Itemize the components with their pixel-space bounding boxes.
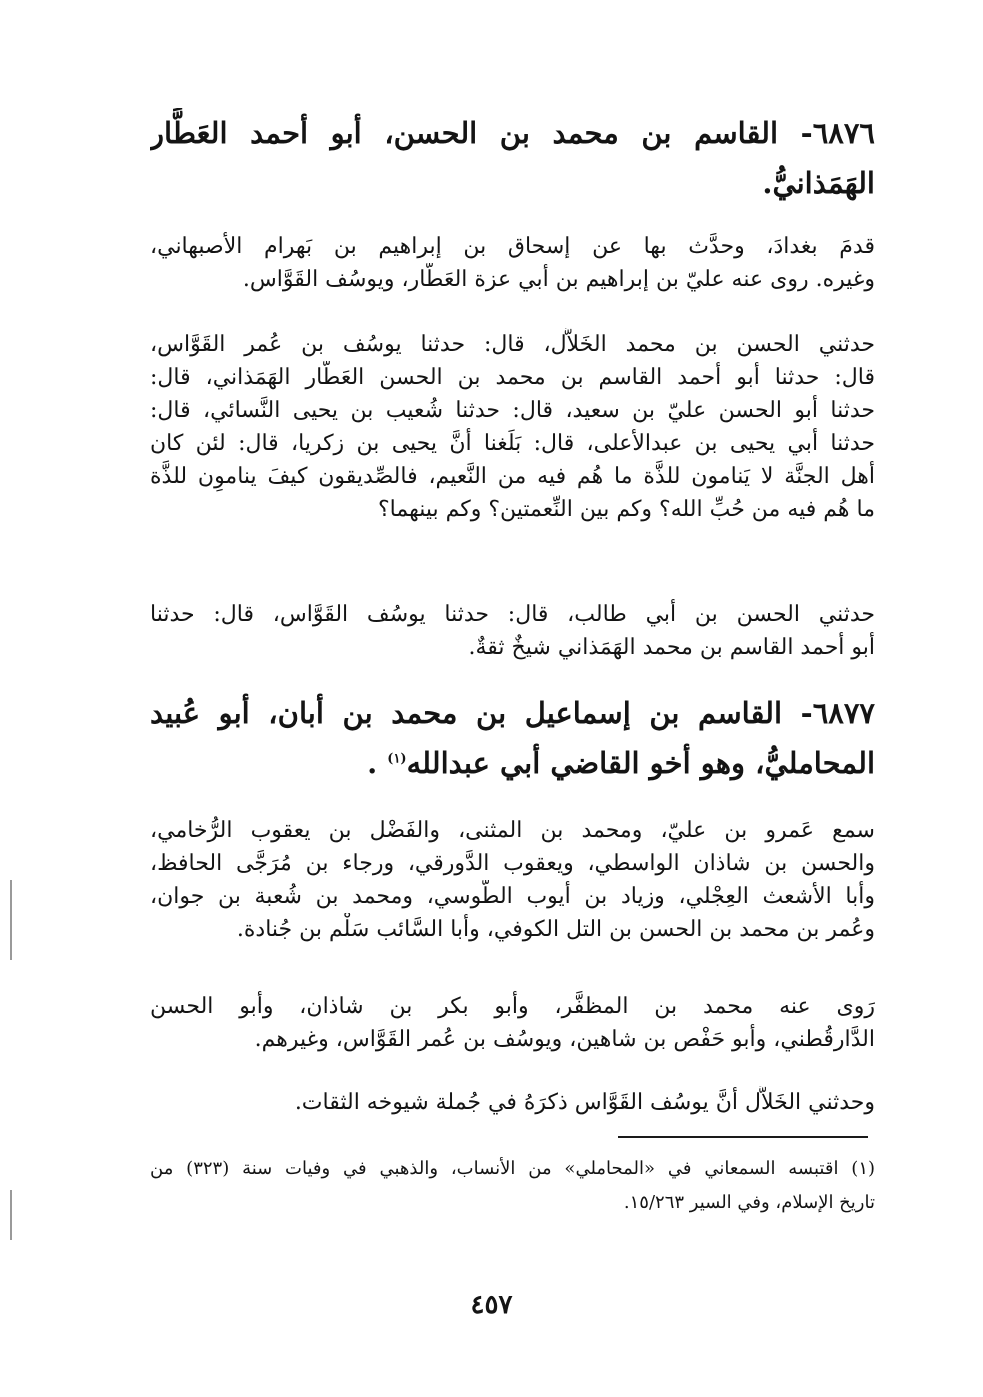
text-line: ما هُم فيه من حُبِّ الله؟ وكم بين النِّعمتين؟ وكم بينهما؟	[377, 497, 875, 522]
text-line: أهل الجنَّة لا يَنامون للذَّة ما هُم فيه من النَّعيم، فالصِّديقون كيفَ يناموِن للذَّة	[150, 464, 875, 489]
text-line: حدثنا أبو الحسن عليّ بن سعيد، قال: حدثنا شُعيب بن يحيى النَّسائي، قال:	[150, 398, 875, 423]
page-number: ٤٥٧	[470, 1290, 513, 1320]
heading-line: الهَمَذانيُّ.	[762, 166, 875, 200]
scan-edge-mark	[10, 1190, 12, 1240]
heading-line: ٦٨٧٧- القاسم بن إسماعيل بن محمد بن أبان، أبو عُبيد	[150, 696, 875, 730]
text-line: قال: حدثنا أبو أحمد القاسم بن محمد بن الحسن العَطَّار الهَمَذاني، قال:	[150, 365, 875, 390]
text-line: الدَّارقُطني، وأبو حَفْص بن شاهين، ويوسُف بن عُمر القَوَّاس، وغيرهم.	[254, 1027, 875, 1052]
paragraph	[150, 1086, 875, 1119]
text-line: والحسن بن شاذان الواسطي، ويعقوب الدَّورقي، ورجاء بن مُرَجَّى الحافظ،	[150, 851, 875, 876]
footnote-divider	[618, 1136, 868, 1138]
heading-line	[150, 738, 875, 788]
paragraph	[150, 598, 875, 664]
footnote-line: (١) اقتبسه السمعاني في «المحاملي» من الأنساب، والذهبي في وفيات سنة (٣٢٣) من	[150, 1158, 875, 1179]
text-line: وغيره. روى عنه عليّ بن إبراهيم بن أبي عزة العَطَّار، ويوسُف القَوَّاس.	[242, 267, 875, 292]
footnote-line: تاريخ الإسلام، وفي السير ١٥/٢٦٣.	[623, 1192, 875, 1213]
text-line: وأبا الأشعث العِجْلي، وزياد بن أيوب الطُّوسي، ومحمد بن شُعبة بن جوان،	[150, 884, 875, 909]
heading-line: ٦٨٧٦- القاسم بن محمد بن الحسن، أبو أحمد العَطَّار	[150, 116, 875, 150]
scan-edge-mark	[10, 880, 12, 960]
paragraph	[150, 814, 875, 946]
text-line: حدثنا أبي يحيى بن عبدالأعلى، قال: بَلَغنا أنَّ يحيى بن زكريا، قال: لئن كان	[150, 431, 875, 456]
paragraph	[150, 230, 875, 296]
entry-heading-6876	[150, 108, 875, 208]
text-line: قدمَ بغدادَ، وحدَّث بها عن إسحاق بن إبراهيم بن بَهرام الأصبهاني،	[150, 234, 875, 259]
text-line: حدثني الحسن بن محمد الخَلاَّل، قال: حدثنا يوسُف بن عُمر القَوَّاس،	[150, 332, 875, 357]
heading-end: .	[367, 746, 388, 780]
text-line: سمع عَمرو بن عليّ، ومحمد بن المثنى، والفَضْل بن يعقوب الرُّخامي،	[150, 818, 875, 843]
text-line: وعُمر بن محمد بن الحسن بن التل الكوفي، وأبا السَّائب سَلْم بن جُنادة.	[236, 917, 875, 942]
text-line: أبو أحمد القاسم بن محمد الهَمَذاني شيخٌ ثقةٌ.	[468, 635, 875, 660]
paragraph	[150, 990, 875, 1056]
text-line: حدثني الحسن بن أبي طالب، قال: حدثنا يوسُف القَوَّاس، قال: حدثنا	[150, 602, 875, 627]
text-line: رَوى عنه محمد بن المظفَّر، وأبو بكر بن شاذان، وأبو الحسن	[150, 994, 875, 1019]
paragraph	[150, 328, 875, 526]
text-line: وحدثني الخَلاَّل أنَّ يوسُف القَوَّاس ذكرَهُ في جُملة شيوخه الثقات.	[294, 1090, 875, 1115]
footnote	[150, 1152, 875, 1220]
heading-text: المحامليُّ، وهو أخو القاضي أبي عبدالله	[406, 746, 875, 780]
entry-heading-6877	[150, 688, 875, 788]
footnote-reference[interactable]: (١)	[387, 751, 407, 767]
